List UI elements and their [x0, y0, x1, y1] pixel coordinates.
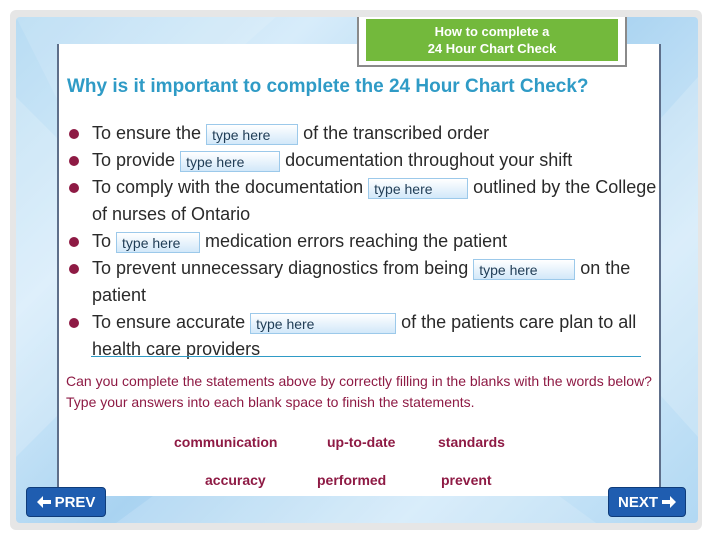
divider-line	[91, 356, 641, 357]
statement-text-before: To	[92, 231, 117, 251]
answer-blank-6[interactable]: type here	[250, 313, 396, 334]
statement-list	[67, 120, 657, 363]
statement-text-after: of the transcribed order	[298, 123, 490, 143]
statement-text-after: outlined by the College of nurses of Ontario	[92, 177, 657, 224]
statement-text-after: of the patients care plan to all health care providers	[92, 312, 637, 359]
statement-text-after: medication errors reaching the patient	[200, 231, 508, 251]
statement-text-after: documentation throughout your shift	[280, 150, 573, 170]
instructions-text: Can you complete the statements above by correctly filling in the blanks with the words below? Type your answers into each blank space to finish the statements.	[66, 373, 652, 410]
next-button-label: NEXT	[617, 493, 658, 511]
section-header-line2: 24 Hour Chart Check	[427, 41, 557, 56]
answer-blank-3[interactable]: type here	[368, 178, 468, 199]
statement-text-before: To prevent unnecessary diagnostics from being	[92, 258, 474, 278]
answer-blank-2[interactable]: type here	[180, 151, 280, 172]
page-title: Why is it important to complete the 24 Hour Chart Check?	[67, 76, 589, 97]
statement-text-before: To ensure the	[92, 123, 207, 143]
statement-text-before: To ensure accurate	[92, 312, 251, 332]
statement-item	[67, 228, 657, 255]
statement-text-after: on the patient	[92, 258, 631, 305]
section-header	[366, 19, 618, 61]
next-button[interactable]	[608, 487, 686, 517]
word-bank-item: prevent	[441, 472, 492, 488]
word-bank-item: communication	[174, 434, 278, 450]
arrow-right-icon	[662, 496, 676, 508]
section-header-tab	[357, 17, 627, 67]
word-bank-item: standards	[438, 434, 505, 450]
answer-blank-1[interactable]: type here	[206, 124, 298, 145]
statement-item	[67, 120, 657, 147]
prev-button[interactable]	[26, 487, 106, 517]
statement-item	[67, 147, 657, 174]
arrow-left-icon	[37, 496, 51, 508]
prev-button-label: PREV	[54, 493, 96, 511]
statement-text-before: To comply with the documentation	[92, 177, 369, 197]
statement-text-before: To provide	[92, 150, 181, 170]
word-bank-item: performed	[317, 472, 387, 488]
word-bank-item: up-to-date	[327, 434, 396, 450]
answer-blank-4[interactable]: type here	[116, 232, 200, 253]
statement-item	[67, 174, 657, 228]
statement-item	[67, 255, 657, 309]
answer-blank-5[interactable]: type here	[473, 259, 575, 280]
word-bank-item: accuracy	[205, 472, 266, 488]
statement-item	[67, 309, 657, 363]
section-header-line1: How to complete a	[434, 24, 550, 39]
